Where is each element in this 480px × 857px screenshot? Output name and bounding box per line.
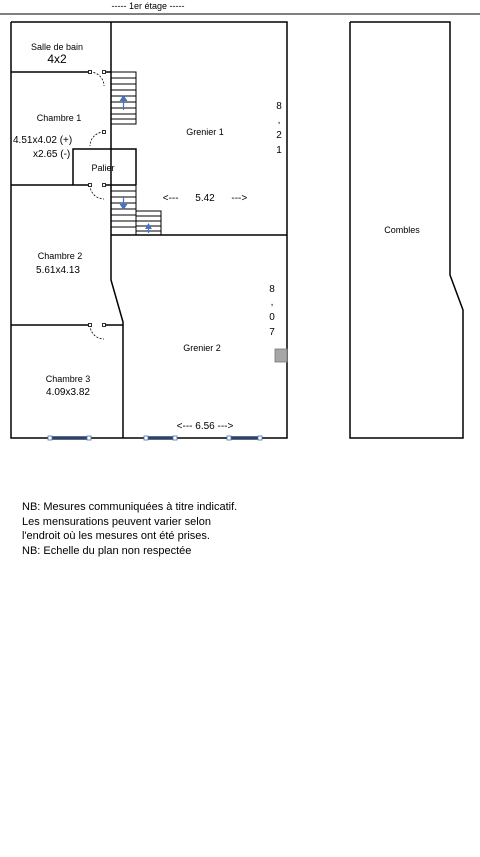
- grenier-2-height-4: 7: [269, 327, 275, 338]
- door-chambre1: [90, 132, 104, 146]
- door-bathroom: [90, 72, 104, 86]
- chambre-1-dims-1: 4.51x4.02 (+): [13, 135, 73, 146]
- central-wall-lower: [111, 235, 123, 438]
- grenier-1-height-4: 1: [276, 145, 282, 156]
- chambre-2-dims: 5.61x4.13: [36, 265, 80, 276]
- door-hinges: [89, 71, 106, 327]
- grenier-1-height-2: ,: [277, 115, 281, 126]
- chambre-3-label: Chambre 3: [45, 374, 91, 384]
- grenier-2-height-3: 0: [269, 312, 275, 323]
- note-scale: NB: Echelle du plan non respectée: [22, 544, 192, 557]
- note-measures: NB: Mesures communiquées à titre indicatif. Les mensurations peuvent varier selon l'endroit où les mesures ont été prises.: [22, 501, 238, 542]
- salle-de-bain-dims: 4x2: [47, 52, 67, 66]
- door-palier: [90, 185, 104, 199]
- grenier-2-height-1: 8: [269, 284, 275, 295]
- chambre-1-dims-2: x2.65 (-): [33, 149, 71, 160]
- grenier-2-width: <--- 6.56 --->: [176, 421, 234, 432]
- grenier-1-width: <--- 5.42 --->: [162, 193, 248, 204]
- disclaimer-notes: [22, 500, 252, 558]
- chambre-3-dims: 4.09x3.82: [46, 387, 90, 398]
- grenier-2-height-2: ,: [270, 297, 274, 308]
- chimney: [275, 349, 287, 362]
- chambre-2-label: Chambre 2: [37, 251, 83, 261]
- grenier-1-height-3: 2: [276, 130, 282, 141]
- combles-label: Combles: [384, 225, 420, 235]
- stairs-lower: [111, 185, 161, 235]
- salle-de-bain-label: Salle de bain: [30, 42, 84, 52]
- grenier-1-height-1: 8: [276, 101, 282, 112]
- chambre-1-label: Chambre 1: [36, 113, 82, 123]
- door-swings: [90, 72, 104, 339]
- grenier-2-label: Grenier 2: [183, 343, 221, 353]
- door-chambre2: [90, 325, 104, 339]
- grenier-1-label: Grenier 1: [186, 127, 224, 137]
- palier-label: Palier: [91, 163, 115, 173]
- floor-title: ----- 1er étage -----: [111, 1, 185, 11]
